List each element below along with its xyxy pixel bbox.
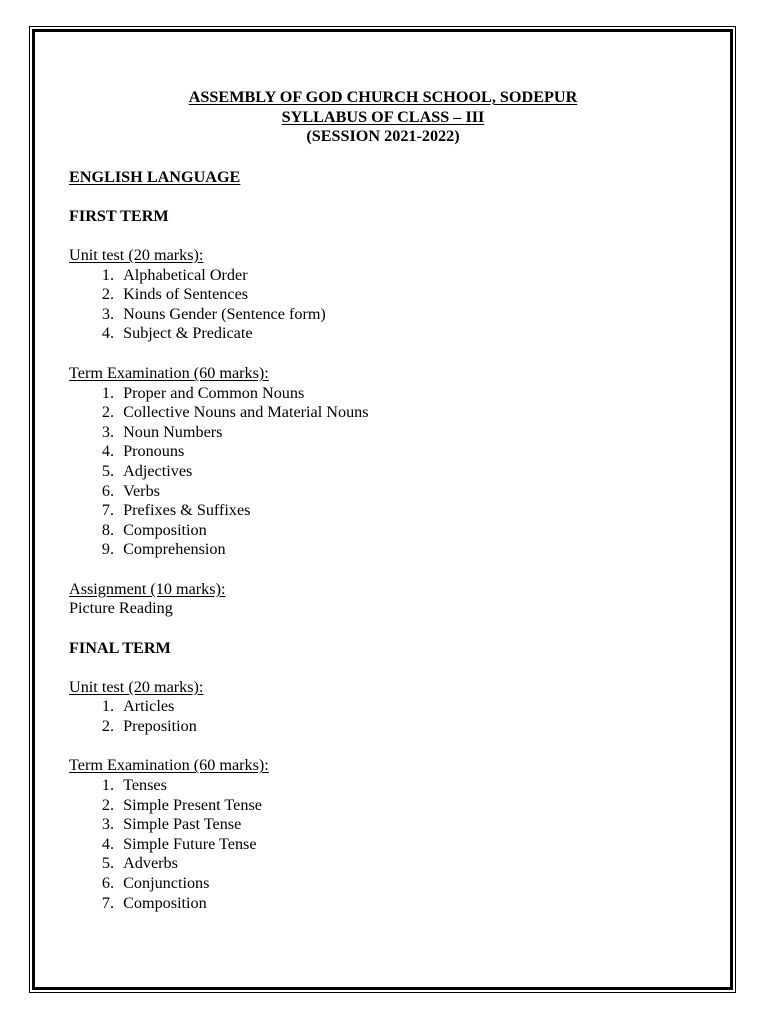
list-item	[69, 285, 689, 305]
list-item-text: Conjunctions	[123, 874, 210, 892]
list-item-text: Collective Nouns and Material Nouns	[123, 403, 369, 422]
assignment-text: Picture Reading	[69, 599, 173, 618]
list-item-text: Pronouns	[123, 442, 185, 461]
list-item-number: 1.	[101, 265, 114, 284]
list-item-number: 6.	[101, 481, 114, 500]
document-header	[69, 88, 697, 147]
list-item-text: Composition	[123, 893, 207, 912]
first-term-unit-test-list	[69, 266, 689, 344]
first-term-exam-label: Term Examination (60 marks):	[69, 363, 269, 382]
list-item-text: Prefixes & Suffixes	[123, 501, 251, 520]
list-item	[69, 442, 689, 462]
final-term-exam-label: Term Examination (60 marks):	[69, 756, 269, 775]
first-term-title: FIRST TERM	[69, 207, 169, 226]
school-name: ASSEMBLY OF GOD CHURCH SCHOOL, SODEPUR	[188, 88, 578, 106]
list-item-number: 2.	[101, 795, 114, 814]
list-item-number: 3.	[101, 422, 114, 441]
first-term-unit-test-label: Unit test (20 marks):	[69, 245, 204, 264]
list-item	[69, 324, 689, 344]
list-item-text: Comprehension	[123, 540, 226, 559]
list-item-text: Adjectives	[123, 461, 193, 480]
list-item-text: Simple Future Tense	[123, 834, 257, 853]
list-item-number: 1.	[101, 697, 114, 716]
list-item-text: Alphabetical Order	[123, 265, 248, 284]
list-item	[69, 697, 689, 717]
list-item	[69, 521, 689, 541]
list-item-number: 2.	[101, 285, 114, 304]
list-item	[69, 540, 689, 560]
list-item	[69, 501, 689, 521]
list-item-number: 1.	[101, 383, 114, 402]
list-item	[69, 776, 689, 796]
list-item-number: 7.	[101, 893, 114, 912]
list-item	[69, 874, 689, 894]
list-item-number: 3.	[101, 304, 114, 323]
list-item-number: 2.	[101, 403, 114, 422]
list-item-text: Noun Numbers	[123, 422, 223, 441]
list-item-text: Nouns Gender (Sentence form)	[123, 304, 326, 323]
list-item	[69, 796, 689, 816]
list-item-text: Simple Past Tense	[123, 815, 242, 834]
list-item-text: Subject & Predicate	[123, 324, 253, 343]
list-item-text: Kinds of Sentences	[123, 285, 249, 304]
list-item-text: Preposition	[123, 716, 197, 735]
list-item-text: Composition	[123, 520, 207, 539]
list-item-text: Simple Present Tense	[123, 795, 262, 814]
assignment-label: Assignment (10 marks):	[69, 579, 226, 598]
list-item	[69, 894, 689, 914]
first-term-exam-list	[69, 384, 689, 560]
list-item-number: 4.	[101, 442, 114, 461]
list-item	[69, 403, 689, 423]
list-item-text: Tenses	[123, 776, 167, 795]
session-label: (SESSION 2021-2022)	[306, 127, 460, 146]
list-item	[69, 815, 689, 835]
list-item-text: Proper and Common Nouns	[123, 383, 305, 402]
list-item-number: 8.	[101, 520, 114, 539]
final-term-unit-test-label: Unit test (20 marks):	[69, 677, 204, 696]
list-item	[69, 482, 689, 502]
list-item	[69, 835, 689, 855]
subject-title: ENGLISH LANGUAGE	[69, 167, 241, 186]
list-item	[69, 266, 689, 286]
list-item	[69, 305, 689, 325]
final-term-exam-list	[69, 776, 689, 913]
list-item-number: 4.	[101, 834, 114, 853]
list-item-number: 5.	[101, 854, 114, 873]
final-term-title: FINAL TERM	[69, 639, 171, 658]
list-item-text: Verbs	[123, 481, 160, 500]
list-item-number: 2.	[101, 716, 114, 735]
list-item-number: 7.	[101, 501, 114, 520]
list-item	[69, 717, 689, 737]
list-item-number: 6.	[101, 874, 114, 892]
list-item	[69, 462, 689, 482]
list-item-number: 9.	[101, 540, 114, 559]
list-item-number: 4.	[101, 324, 114, 343]
list-item-number: 1.	[101, 776, 114, 795]
final-term-unit-test-list	[69, 697, 689, 736]
list-item-text: Adverbs	[123, 854, 178, 873]
document-content	[69, 88, 689, 913]
list-item	[69, 384, 689, 404]
list-item-number: 3.	[101, 815, 114, 834]
list-item-text: Articles	[123, 697, 175, 716]
list-item-number: 5.	[101, 461, 114, 480]
list-item	[69, 854, 689, 874]
list-item	[69, 423, 689, 443]
syllabus-title: SYLLABUS OF CLASS – III	[281, 107, 485, 126]
